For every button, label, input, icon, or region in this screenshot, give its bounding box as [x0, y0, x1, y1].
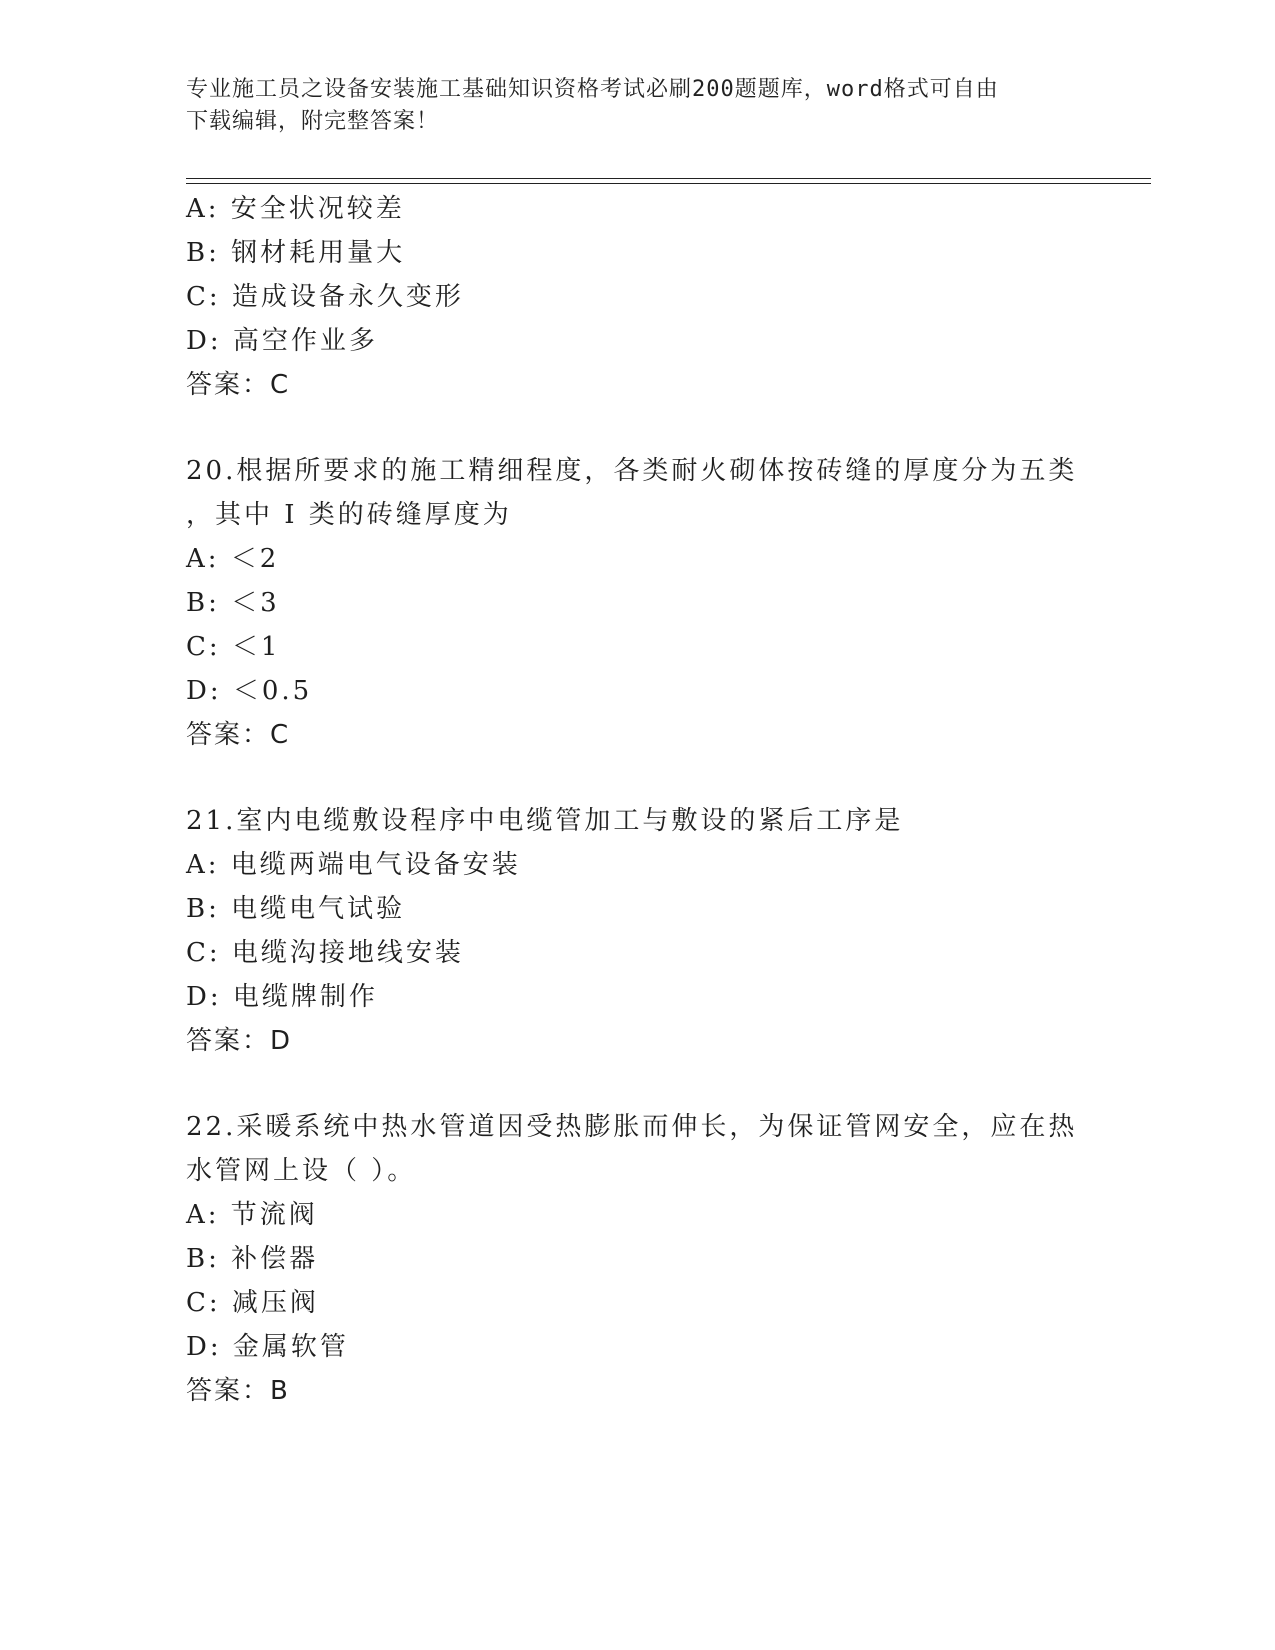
q22-answer: 答案：B [186, 1376, 290, 1406]
q22-option-b: B: 补偿器 [186, 1244, 319, 1274]
q22-option-c: C: 减压阀 [186, 1288, 319, 1318]
q20-option-b: B: ＜3 [186, 588, 280, 618]
q21-answer: 答案：D [186, 1026, 293, 1056]
header-line-1: 专业施工员之设备安装施工基础知识资格考试必刷200题题库，word格式可自由 [186, 77, 999, 102]
q20-stem-line-2: ，其中 I 类的砖缝厚度为 [186, 500, 512, 530]
q21-stem-line-1: 21.室内电缆敷设程序中电缆管加工与敷设的紧后工序是 [186, 806, 904, 836]
q22-stem-line-1: 22.采暖系统中热水管道因受热膨胀而伸长，为保证管网安全，应在热 [186, 1112, 1078, 1142]
q19-answer: 答案：C [186, 370, 291, 400]
q20-option-d: D: ＜0.5 [186, 676, 313, 706]
q21-option-c: C: 电缆沟接地线安装 [186, 938, 464, 968]
q20-answer: 答案：C [186, 720, 291, 750]
q22-option-a: A: 节流阀 [186, 1200, 318, 1230]
q22-option-d: D: 金属软管 [186, 1332, 349, 1362]
q19-option-a: A: 安全状况较差 [186, 194, 405, 224]
document-header [186, 74, 1066, 138]
q20-stem-line-1: 20.根据所要求的施工精细程度，各类耐火砌体按砖缝的厚度分为五类 [186, 456, 1078, 486]
q20-option-a: A: ＜2 [186, 544, 280, 574]
q21-option-a: A: 电缆两端电气设备安装 [186, 850, 521, 880]
header-line-2: 下载编辑，附完整答案！ [186, 109, 440, 134]
q22-stem-line-2: 水管网上设（ ）。 [186, 1156, 417, 1186]
q21-option-b: B: 电缆电气试验 [186, 894, 406, 924]
q19-option-b: B: 钢材耗用量大 [186, 238, 406, 268]
q21-option-d: D: 电缆牌制作 [186, 982, 378, 1012]
header-divider-top [186, 178, 1151, 179]
q19-option-d: D: 高空作业多 [186, 326, 378, 356]
q19-option-c: C: 造成设备永久变形 [186, 282, 464, 312]
q20-option-c: C: ＜1 [186, 632, 281, 662]
header-divider-bottom [186, 183, 1151, 184]
